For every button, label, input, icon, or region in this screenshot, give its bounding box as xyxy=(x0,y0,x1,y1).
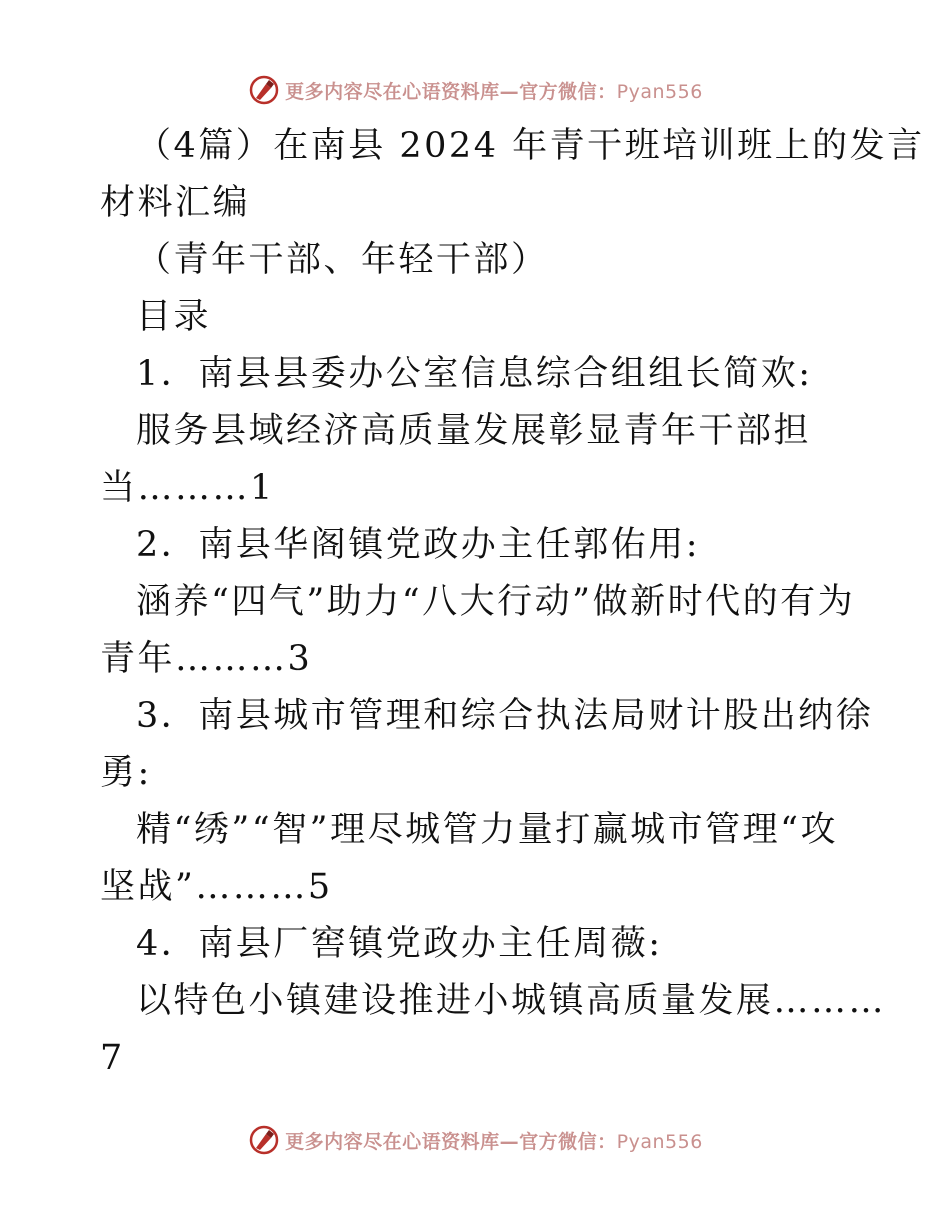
watermark-text xyxy=(285,1127,703,1154)
watermark-banner-top xyxy=(0,70,950,110)
watermark-banner-bottom xyxy=(0,1120,950,1160)
document-line: 4．南县厂窖镇党政办主任周薇: xyxy=(136,924,663,964)
watermark-text xyxy=(285,77,703,104)
document-line: 3．南县城市管理和综合执法局财计股出纳徐 xyxy=(136,696,874,736)
document-line: 精“绣”“智”理尽城管力量打赢城市管理“攻 xyxy=(136,810,838,850)
pen-nib-circle-icon xyxy=(247,1123,281,1157)
watermark-label: 更多内容尽在心语资料库—官方微信： xyxy=(285,80,617,103)
document-line: 青年………3 xyxy=(100,639,313,679)
document-line: 2．南县华阁镇党政办主任郭佑用: xyxy=(136,525,701,565)
document-line: 坚战”………5 xyxy=(100,867,333,907)
document-line: 1．南县县委办公室信息综合组组长简欢: xyxy=(136,354,813,394)
document-line: 涵养“四气”助力“八大行动”做新时代的有为 xyxy=(136,582,856,622)
document-line: 服务县域经济高质量发展彰显青年干部担 xyxy=(136,411,812,451)
watermark-wechat-id: Pyan556 xyxy=(616,1130,703,1153)
pen-nib-circle-icon xyxy=(247,73,281,107)
watermark-label: 更多内容尽在心语资料库—官方微信： xyxy=(285,1130,617,1153)
document-line: 当………1 xyxy=(100,468,275,508)
document-body xyxy=(100,118,925,1087)
watermark-wechat-id: Pyan556 xyxy=(616,80,703,103)
document-line: 目录 xyxy=(136,297,212,337)
document-line: 7 xyxy=(100,1038,125,1078)
document-line: （4篇）在南县 2024 年青干班培训班上的发言 xyxy=(136,126,925,166)
document-line: 勇: xyxy=(100,753,152,793)
document-line: 以特色小镇建设推进小城镇高质量发展……… xyxy=(136,981,887,1021)
document-line: 材料汇编 xyxy=(100,183,251,223)
document-line: （青年干部、年轻干部） xyxy=(136,240,549,280)
